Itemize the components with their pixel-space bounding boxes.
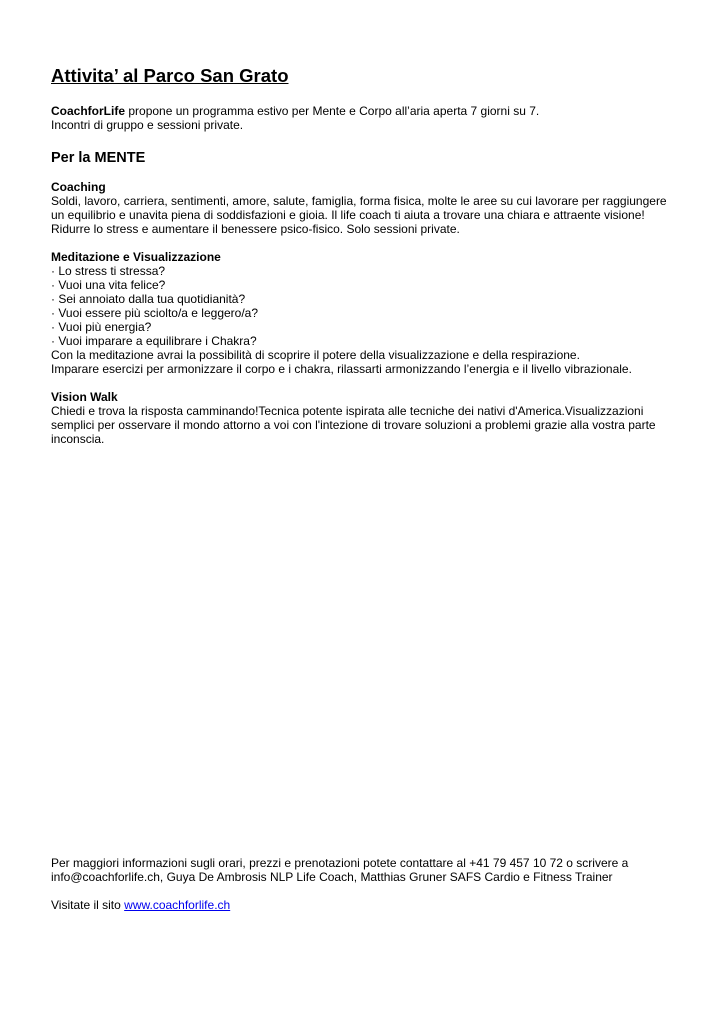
list-item: · Vuoi essere più sciolto/a e leggero/a?	[51, 306, 259, 320]
brand-name: CoachforLife	[51, 104, 126, 118]
section-heading-mente: Per la MENTE	[51, 150, 146, 166]
intro-paragraph	[51, 104, 671, 132]
list-item: · Vuoi più energia?	[51, 320, 152, 334]
list-item: · Lo stress ti stressa?	[51, 264, 166, 278]
vision-walk-text: Chiedi e trova la risposta camminando!Tecnica potente ispirata alle tecniche dei nativi d'America.Visualizzazioni semplici per osservare il mondo attorno a voi con l'intezione di trovare soluzioni a problemi grazie alla vostra parte inconscia.	[51, 404, 656, 446]
contact-text: Per maggiori informazioni sugli orari, prezzi e prenotazioni potete contattare al +41 79 457 10 72 o scrivere a info@coachforlife.ch, Guya De Ambrosis NLP Life Coach, Matthias Gruner SAFS Cardio e Fitness Trainer	[51, 856, 629, 884]
list-item: · Vuoi una vita felice?	[51, 278, 166, 292]
intro-text-line2: Incontri di gruppo e sessioni private.	[51, 118, 244, 132]
footer-contact	[51, 856, 681, 912]
visit-prefix: Visitate il sito	[51, 898, 125, 912]
visit-line	[51, 898, 681, 912]
list-item: · Vuoi imparare a equilibrare i Chakra?	[51, 334, 257, 348]
coaching-section	[51, 180, 676, 236]
list-item: · Sei annoiato dalla tua quotidianità?	[51, 292, 246, 306]
vision-walk-section	[51, 390, 676, 446]
coaching-heading: Coaching	[51, 180, 106, 194]
meditazione-heading: Meditazione e Visualizzazione	[51, 250, 221, 264]
meditazione-text-2: Imparare esercizi per armonizzare il corpo e i chakra, rilassarti armonizzando l’energia e il livello vibrazionale.	[51, 362, 632, 376]
meditazione-text-1: Con la meditazione avrai la possibilità di scoprire il potere della visualizzazione e della respirazione.	[51, 348, 580, 362]
intro-text: propone un programma estivo per Mente e Corpo all’aria aperta 7 giorni su 7.	[125, 104, 540, 118]
vision-walk-heading: Vision Walk	[51, 390, 118, 404]
website-link[interactable]: www.coachforlife.ch	[124, 898, 231, 912]
page-title: Attivita’ al Parco San Grato	[51, 65, 289, 86]
coaching-text: Soldi, lavoro, carriera, sentimenti, amore, salute, famiglia, forma fisica, molte le aree su cui lavorare per raggiungere un equilibrio e unavita piena di soddisfazioni e gioia. Il life coach ti aiuta a trovare una chiara e attraente visione! Ridurre lo stress e aumentare il benessere psico-fisico. Solo sessioni private.	[51, 194, 667, 236]
meditazione-list	[51, 264, 676, 348]
meditazione-section	[51, 250, 676, 376]
